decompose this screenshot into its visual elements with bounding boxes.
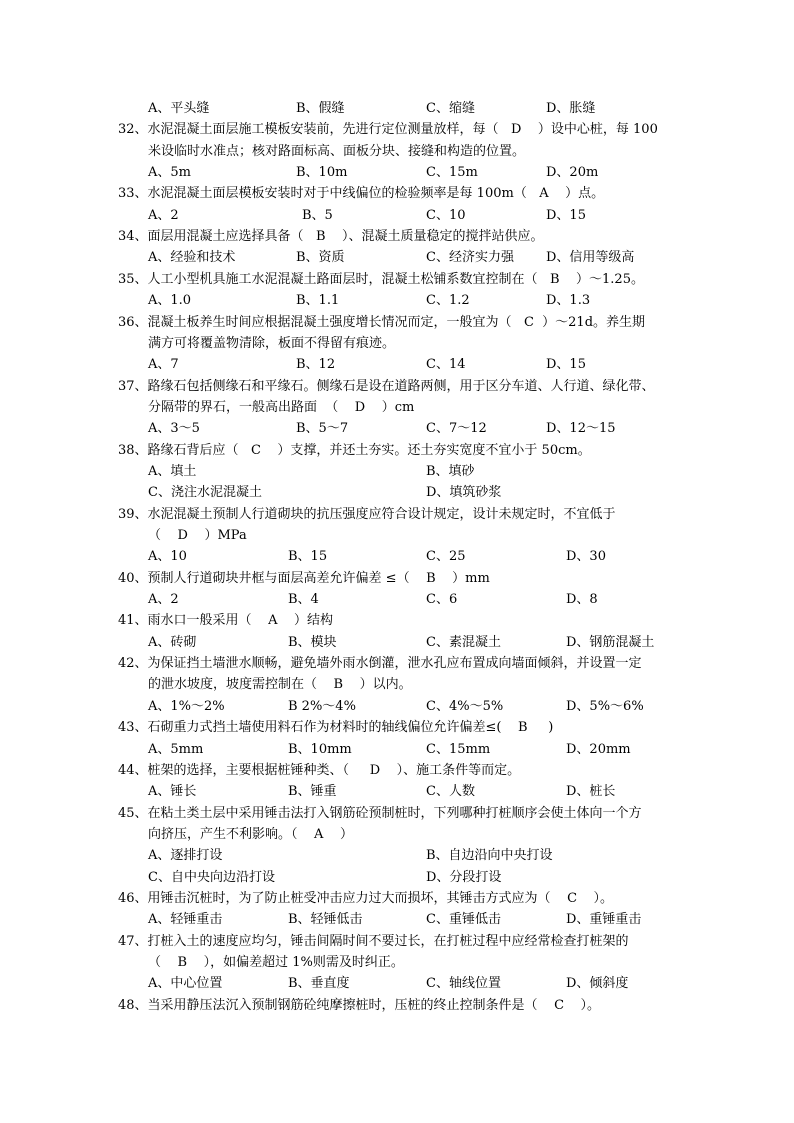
answer-option: C、7～12 xyxy=(426,421,487,436)
answer-option: D、填筑砂浆 xyxy=(426,485,502,500)
answer-option: B、12 xyxy=(296,357,336,372)
answer-option: A、逐排打设 xyxy=(148,848,223,863)
question-continuation: 向挤压，产生不利影响。（ A ） xyxy=(148,827,353,842)
answer-option: C、25 xyxy=(426,549,466,564)
answer-option: C、15m xyxy=(426,165,478,180)
answer-option: C、经济实力强 xyxy=(426,250,514,265)
answer-option: D、重锤重击 xyxy=(566,912,642,927)
question-text: 43、石砌重力式挡土墙使用料石作为材料时的轴线偏位允许偏差≤( B ) xyxy=(118,720,554,735)
answer-option: A、5m xyxy=(148,165,191,180)
question-text: 36、混凝土板养生时间应根据混凝土强度增长情况而定，一般宜为（ C ）～21d。养生期 xyxy=(118,315,646,330)
answer-option: B、假缝 xyxy=(296,101,345,116)
answer-option: C、15mm xyxy=(426,742,491,757)
question-text: 40、预制人行道砌块井框与面层高差允许偏差 ≤（ B ）mm xyxy=(118,571,490,586)
answer-option: A、轻锤重击 xyxy=(148,912,223,927)
answer-option: B、资质 xyxy=(296,250,345,265)
answer-option: B、10mm xyxy=(288,742,352,757)
answer-option: B、1.1 xyxy=(296,293,340,308)
answer-option: B、10m xyxy=(296,165,348,180)
answer-option: D、胀缝 xyxy=(546,101,596,116)
question-text: 42、为保证挡土墙泄水顺畅，避免墙外雨水倒灌，泄水孔应布置成向墙面倾斜，并设置一定 xyxy=(118,656,642,671)
answer-option: C、14 xyxy=(426,357,466,372)
answer-option: C、缩缝 xyxy=(426,101,475,116)
answer-option: A、锤长 xyxy=(148,784,197,799)
question-text: 48、当采用静压法沉入预制钢筋砼纯摩擦桩时，压桩的终止控制条件是（ C ）。 xyxy=(118,998,601,1013)
answer-option: D、20m xyxy=(546,165,599,180)
answer-option: A、10 xyxy=(148,549,187,564)
answer-option: D、1.3 xyxy=(546,293,591,308)
question-text: 39、水泥混凝土预制人行道砌块的抗压强度应符合设计规定，设计未规定时，不宜低于 xyxy=(118,507,616,522)
answer-option: C、重锤低击 xyxy=(426,912,501,927)
question-text: 33、水泥混凝土面层模板安装时对于中线偏位的检验频率是每 100m（ A ）点。 xyxy=(118,186,605,201)
answer-option: D、30 xyxy=(566,549,606,564)
answer-option: B、4 xyxy=(288,592,319,607)
answer-option: B 2%～4% xyxy=(288,699,356,714)
answer-option: B、填砂 xyxy=(426,464,475,479)
answer-option: C、10 xyxy=(426,208,466,223)
answer-option: C、浇注水泥混凝土 xyxy=(148,485,262,500)
answer-option: A、2 xyxy=(148,208,179,223)
question-continuation: 米设临时水准点；核对路面标高、面板分块、接缝和构造的位置。 xyxy=(148,144,526,159)
question-text: 38、路缘石背后应（ C ）支撑，并还土夯实。还土夯实宽度不宜小于 50cm。 xyxy=(118,443,591,458)
question-continuation: 的泄水坡度，坡度需控制在（ B ）以内。 xyxy=(148,677,412,692)
question-text: 41、雨水口一般采用（ A ）结构 xyxy=(118,613,333,628)
answer-option: D、12～15 xyxy=(546,421,616,436)
answer-option: A、平头缝 xyxy=(148,101,210,116)
answer-option: A、5mm xyxy=(148,742,204,757)
answer-option: D、20mm xyxy=(566,742,631,757)
answer-option: B、轻锤低击 xyxy=(288,912,363,927)
question-text: 44、桩架的选择，主要根据桩锤种类、（ D ）、施工条件等而定。 xyxy=(118,763,521,778)
answer-option: A、经验和技术 xyxy=(148,250,236,265)
answer-option: D、15 xyxy=(546,208,586,223)
answer-option: C、1.2 xyxy=(426,293,470,308)
answer-option: D、倾斜度 xyxy=(566,976,629,991)
answer-option: D、信用等级高 xyxy=(546,250,635,265)
answer-option: A、1.0 xyxy=(148,293,192,308)
answer-option: B、锤重 xyxy=(288,784,337,799)
question-text: 32、水泥混凝土面层施工模板安装前，先进行定位测量放样，每（ D ）设中心桩，每 100 xyxy=(118,122,658,137)
question-continuation: 分隔带的界石，一般高出路面 （ D ）cm xyxy=(148,400,415,415)
answer-option: D、15 xyxy=(546,357,586,372)
answer-option: D、分段打设 xyxy=(426,870,502,885)
answer-option: B、自边沿向中央打设 xyxy=(426,848,553,863)
question-continuation: 满方可将覆盖物清除，板面不得留有痕迹。 xyxy=(148,336,396,351)
question-continuation: （ D ）MPa xyxy=(148,528,247,543)
answer-option: C、6 xyxy=(426,592,458,607)
answer-option: A、2 xyxy=(148,592,179,607)
answer-option: A、填土 xyxy=(148,464,197,479)
question-text: 35、人工小型机具施工水泥混凝土路面层时，混凝土松铺系数宜控制在（ B ）～1.25。 xyxy=(118,272,644,287)
question-continuation: （ B ），如偏差超过 1%则需及时纠正。 xyxy=(148,955,404,970)
answer-option: D、钢筋混凝土 xyxy=(566,635,655,650)
answer-option: B、15 xyxy=(288,549,328,564)
answer-option: A、中心位置 xyxy=(148,976,223,991)
question-text: 47、打桩入土的速度应均匀，锤击间隔时间不要过长，在打桩过程中应经常检查打桩架的 xyxy=(118,934,629,949)
answer-option: D、5%～6% xyxy=(566,699,644,714)
answer-option: C、素混凝土 xyxy=(426,635,501,650)
answer-option: C、自中央向边沿打设 xyxy=(148,870,275,885)
answer-option: B、模块 xyxy=(288,635,337,650)
answer-option: C、4%～5% xyxy=(426,699,504,714)
answer-option: B、5～7 xyxy=(296,421,349,436)
answer-option: B、垂直度 xyxy=(288,976,350,991)
answer-option: B、5 xyxy=(302,208,333,223)
question-text: 37、路缘石包括侧缘石和平缘石。侧缘石是设在道路两侧，用于区分车道、人行道、绿化带、 xyxy=(118,379,655,394)
answer-option: A、砖砌 xyxy=(148,635,197,650)
answer-option: A、1%～2% xyxy=(148,699,225,714)
question-text: 46、用锤击沉桩时，为了防止桩受冲击应力过大而损坏，其锤击方式应为（ C ）。 xyxy=(118,891,614,906)
answer-option: C、轴线位置 xyxy=(426,976,501,991)
answer-option: D、8 xyxy=(566,592,598,607)
answer-option: A、7 xyxy=(148,357,179,372)
answer-option: C、人数 xyxy=(426,784,475,799)
answer-option: A、3～5 xyxy=(148,421,200,436)
question-text: 45、在粘土类土层中采用锤击法打入钢筋砼预制桩时，下列哪种打桩顺序会使土体向一个方 xyxy=(118,806,642,821)
answer-option: D、桩长 xyxy=(566,784,616,799)
question-text: 34、面层用混凝土应选择具备（ B ）、混凝土质量稳定的搅拌站供应。 xyxy=(118,229,544,244)
